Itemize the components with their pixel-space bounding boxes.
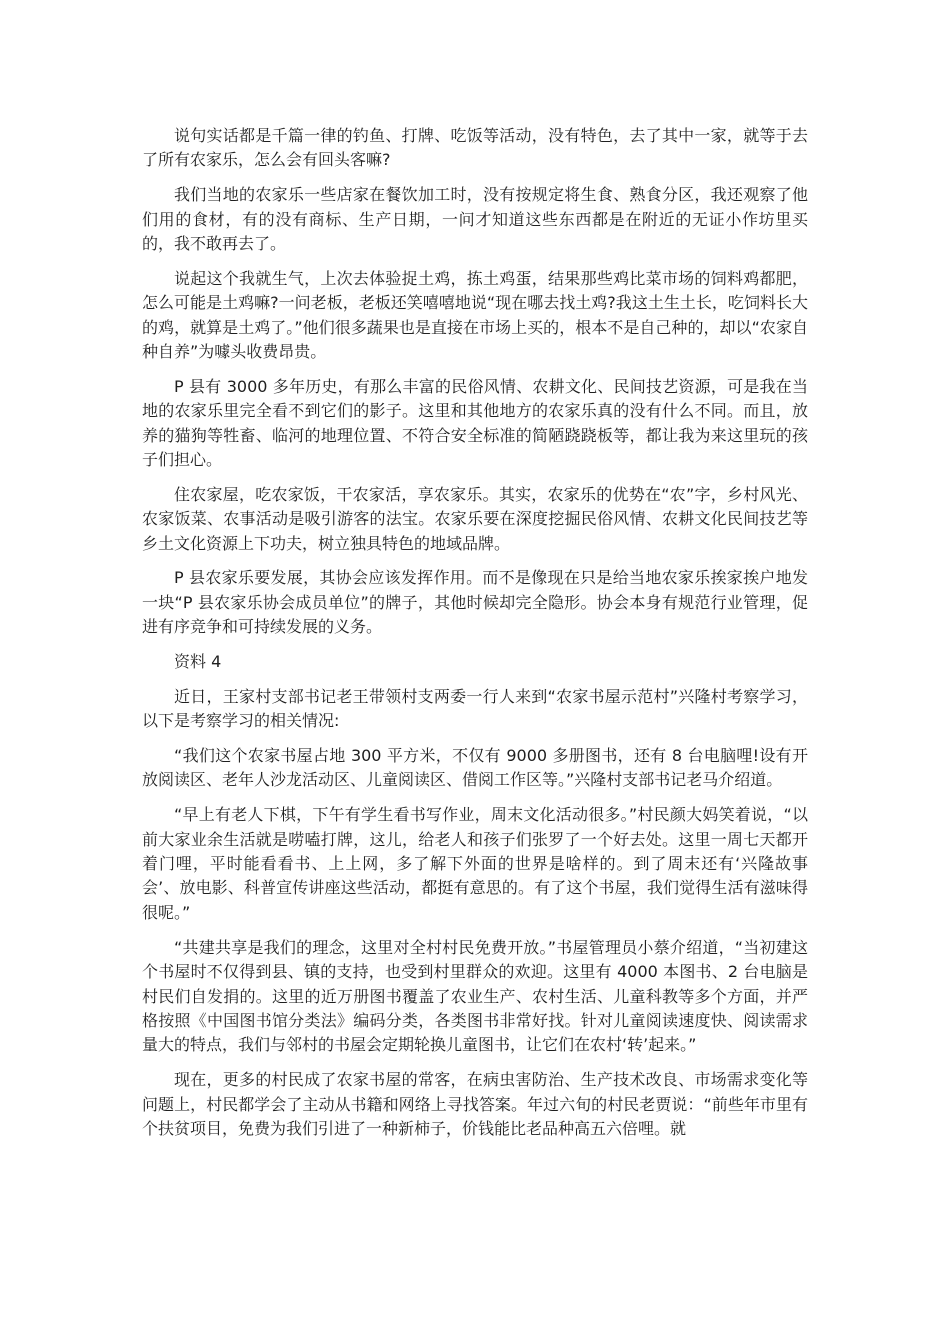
paragraph-12: 现在，更多的村民成了农家书屋的常客，在病虫害防治、生产技术改良、市场需求变化等问题上，村民都学会了主动从书籍和网络上寻找答案。年过六旬的村民老贾说：“前些年市里有个扶贫项目，免费为我们引进了一种新柿子，价钱能比老品种高五六倍哩。就 xyxy=(142,1070,808,1138)
paragraph-3: 说起这个我就生气，上次去体验捉土鸡，拣土鸡蛋，结果那些鸡比菜市场的饲料鸡都肥，怎么可能是土鸡嘛?一问老板，老板还笑嘻嘻地说“现在哪去找土鸡?我这土生土长，吃饲料长大的鸡，就算是土鸡了。”他们很多蔬果也是直接在市场上买的，根本不是自己种的，却以“农家自种自养”为噱头收费昂贵。 xyxy=(142,268,808,362)
document-page xyxy=(142,124,808,1152)
paragraph-1: 说句实话都是千篇一律的钓鱼、打牌、吃饭等活动，没有特色，去了其中一家，就等于去了所有农家乐，怎么会有回头客嘛? xyxy=(142,126,808,170)
paragraph-11: “共建共享是我们的理念，这里对全村村民免费开放。”书屋管理员小蔡介绍道，“当初建这个书屋时不仅得到县、镇的支持，也受到村里群众的欢迎。这里有 4000 本图书、2 台电脑是村民们自发捐的。这里的近万册图书覆盖了农业生产、农村生活、儿童科教等多个方面，并严格按照《中国图书馆分类法》编码分类，各类图书非常好找。针对儿童阅读速度快、阅读需求量大的特点，我们与邻村的书屋会定期轮换儿童图书，让它们在农村‘转’起来。” xyxy=(142,937,808,1055)
paragraph-6: P 县农家乐要发展，其协会应该发挥作用。而不是像现在只是给当地农家乐挨家挨户地发一块“P 县农家乐协会成员单位”的牌子，其他时候却完全隐形。协会本身有规范行业管理，促进有序竞争和可持续发展的义务。 xyxy=(142,568,808,637)
section-heading-material-4: 资料 4 xyxy=(174,652,222,672)
paragraph-5: 住农家屋，吃农家饭，干农家活，享农家乐。其实，农家乐的优势在“农”字，乡村风光、农家饭菜、农事活动是吸引游客的法宝。农家乐要在深度挖掘民俗风情、农耕文化民间技艺等乡土文化资源上下功夫，树立独具特色的地域品牌。 xyxy=(142,484,808,553)
paragraph-4: P 县有 3000 多年历史，有那么丰富的民俗风情、农耕文化、民间技艺资源，可是我在当地的农家乐里完全看不到它们的影子。这里和其他地方的农家乐真的没有什么不同。而且，放养的猫狗等牲畜、临河的地理位置、不符合安全标准的简陋跷跷板等，都让我为来这里玩的孩子们担心。 xyxy=(142,376,808,470)
paragraph-10: “早上有老人下棋，下午有学生看书写作业，周末文化活动很多。”村民颜大妈笑着说，“以前大家业余生活就是唠嗑打牌，这儿，给老人和孩子们张罗了一个好去处。这里一周七天都开着门哩，平时能看看书、上上网，多了解下外面的世界是啥样的。到了周末还有‘兴隆故事会’、放电影、科普宣传讲座这些活动，都挺有意思的。有了这个书屋，我们觉得生活有滋味得很呢。” xyxy=(142,805,808,922)
paragraph-8: 近日，王家村支部书记老王带领村支两委一行人来到“农家书屋示范村”兴隆村考察学习，以下是考察学习的相关情况: xyxy=(142,686,808,731)
paragraph-2: 我们当地的农家乐一些店家在餐饮加工时，没有按规定将生食、熟食分区，我还观察了他们用的食材，有的没有商标、生产日期，一问才知道这些东西都是在附近的无证小作坊里买的，我不敢再去了。 xyxy=(142,185,808,254)
paragraph-9: “我们这个农家书屋占地 300 平方米，不仅有 9000 多册图书，还有 8 台电脑哩!设有开放阅读区、老年人沙龙活动区、儿童阅读区、借阅工作区等。”兴隆村支部书记老马介绍道。 xyxy=(142,746,808,790)
